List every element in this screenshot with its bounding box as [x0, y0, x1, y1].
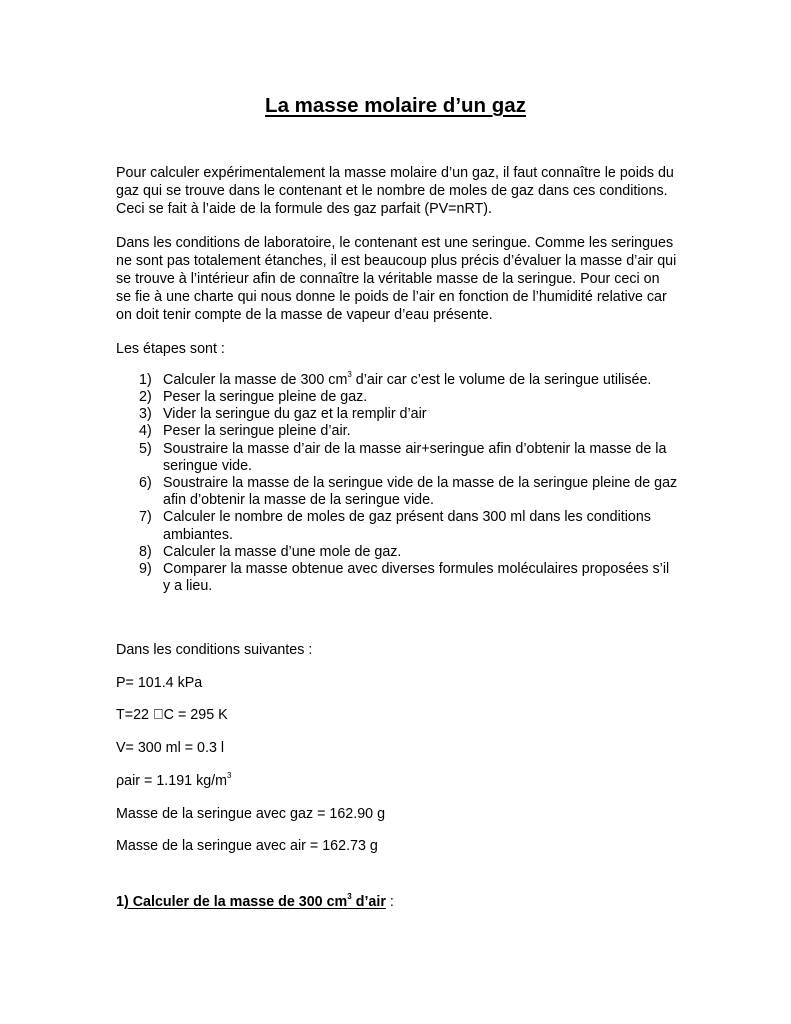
- superscript: 3: [347, 370, 352, 380]
- list-item: [116, 406, 678, 423]
- step-text: Soustraire la masse d’air de la masse air+seringue afin d’obtenir la masse de la seringue vide.: [163, 440, 667, 474]
- superscript: 3: [347, 892, 352, 902]
- section-number: 1: [116, 894, 124, 910]
- list-item: [116, 372, 678, 389]
- density-value: [116, 772, 678, 790]
- section-title-text: Calculer de la masse de 300 cm: [128, 894, 348, 910]
- step-text: Peser la seringue pleine de gaz.: [163, 389, 368, 406]
- conditions-intro: Dans les conditions suivantes :: [116, 642, 313, 658]
- step-number: 7): [139, 509, 152, 526]
- step-text: Soustraire la masse de la seringue vide de la masse de la seringue pleine de gaz afin d’obtenir la masse de la seringue vide.: [163, 475, 678, 509]
- list-item: [116, 509, 678, 543]
- superscript: 3: [227, 771, 232, 781]
- paragraph-intro: Pour calculer expérimentalement la masse molaire d’un gaz, il faut connaître le poids du gaz qui se trouve dans le contenant et le nombre de moles de gaz dans ces conditions. Ceci se fait à l’aide de la formule des gaz parfait (PV=nRT).: [116, 165, 674, 218]
- section-heading-1: [116, 893, 394, 911]
- list-item: [116, 423, 678, 440]
- step-text: Peser la seringue pleine d’air.: [163, 423, 351, 440]
- step-number: 6): [139, 475, 152, 492]
- pressure-value: P= 101.4 kPa: [116, 674, 203, 691]
- step-text: Comparer la masse obtenue avec diverses formules moléculaires proposées s’il y a lieu.: [163, 561, 670, 595]
- step-text-tail: d’air car c’est le volume de la seringue utilisée.: [351, 371, 652, 388]
- intro-content: [116, 164, 678, 595]
- section-title: [124, 894, 386, 910]
- step-text: Calculer la masse d’une mole de gaz.: [163, 543, 402, 560]
- step-text: Calculer le nombre de moles de gaz présent dans 300 ml dans les conditions ambiantes.: [163, 509, 651, 543]
- list-item: [116, 561, 678, 595]
- conditions-block: [116, 641, 678, 855]
- density-text: ρair = 1.191 kg/m: [116, 772, 228, 789]
- list-item: [116, 389, 678, 406]
- section-paren: ): [123, 894, 129, 910]
- page-title: La masse molaire d’un gaz: [265, 94, 526, 117]
- section-colon: :: [385, 894, 394, 910]
- step-number: 2): [139, 389, 152, 406]
- step-text: Calculer la masse de 300 cm: [163, 371, 348, 388]
- step-number: 5): [139, 440, 152, 457]
- step-number: 4): [139, 423, 152, 440]
- list-item: [116, 475, 678, 509]
- steps-intro: Les étapes sont :: [116, 340, 225, 357]
- step-number: 3): [139, 406, 152, 423]
- temperature-value: T=22 C = 295 K: [116, 707, 217, 724]
- mass-gas-value: Masse de la seringue avec gaz = 162.90 g: [116, 805, 386, 822]
- mass-air-value: Masse de la seringue avec air = 162.73 g: [116, 838, 378, 855]
- steps-list: [116, 372, 678, 596]
- step-text: Vider la seringue du gaz et la remplir d’air: [163, 406, 427, 423]
- list-item: [116, 441, 678, 475]
- list-item: [116, 544, 678, 561]
- step-number: 8): [139, 543, 152, 560]
- paragraph-laboratory: Dans les conditions de laboratoire, le contenant est une seringue. Comme les seringues ne sont pas totalement étanches, il est beaucoup plus précis d’évaluer la masse d’air qui se trouve à l’intérieur afin de connaître la véritable masse de la seringue. Pour ceci on se fie à une charte qui nous donne le poids de l’air en fonction de l’humidité relative car on doit tenir compte de la masse de vapeur d’eau présente.: [116, 234, 677, 324]
- step-number: 9): [139, 561, 152, 578]
- step-number: 1): [139, 371, 152, 388]
- volume-value: V= 300 ml = 0.3 l: [116, 740, 225, 757]
- section-title-tail: d’air: [351, 894, 386, 910]
